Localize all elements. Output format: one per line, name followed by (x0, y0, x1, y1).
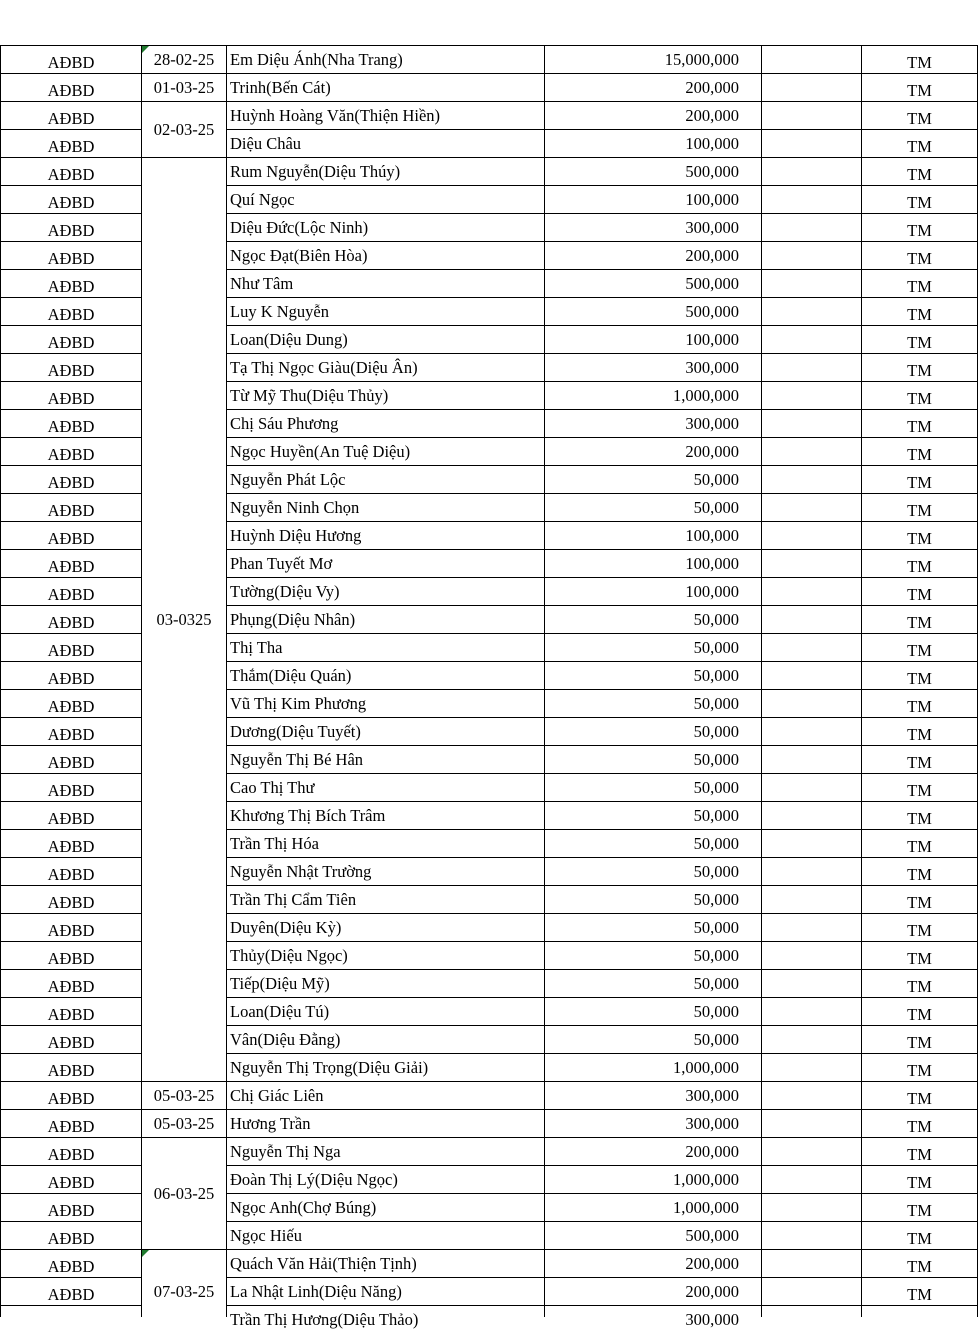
amount-cell[interactable]: 500,000 (545, 1222, 762, 1250)
note-cell[interactable] (762, 74, 862, 102)
amount-cell[interactable]: 1,000,000 (545, 1166, 762, 1194)
code-cell[interactable]: AĐBD (0, 298, 142, 326)
name-cell[interactable]: Trinh(Bến Cát) (227, 74, 545, 102)
code-cell[interactable] (0, 1306, 142, 1317)
table-row (0, 522, 978, 550)
table-row (0, 102, 978, 130)
method-cell[interactable]: TM (862, 634, 978, 662)
note-cell[interactable] (762, 886, 862, 914)
note-cell[interactable] (762, 1222, 862, 1250)
table-row (0, 606, 978, 634)
method-cell[interactable]: TM (862, 1250, 978, 1278)
name-cell[interactable]: Huỳnh Diệu Hương (227, 522, 545, 550)
code-cell[interactable]: AĐBD (0, 438, 142, 466)
amount-cell[interactable]: 50,000 (545, 606, 762, 634)
note-cell[interactable] (762, 354, 862, 382)
method-cell[interactable]: TM (862, 102, 978, 130)
note-cell[interactable] (762, 1054, 862, 1082)
code-cell[interactable]: AĐBD (0, 354, 142, 382)
method-cell[interactable]: TM (862, 690, 978, 718)
method-cell[interactable]: TM (862, 326, 978, 354)
table-row (0, 214, 978, 242)
name-cell[interactable]: Quí Ngọc (227, 186, 545, 214)
method-cell[interactable]: TM (862, 914, 978, 942)
amount-cell[interactable]: 300,000 (545, 410, 762, 438)
table-row (0, 1194, 978, 1222)
name-cell[interactable]: Phan Tuyết Mơ (227, 550, 545, 578)
name-cell[interactable]: Tạ Thị Ngọc Giàu(Diệu Ân) (227, 354, 545, 382)
table-row (0, 914, 978, 942)
note-cell[interactable] (762, 466, 862, 494)
table-row (0, 578, 978, 606)
amount-cell[interactable]: 100,000 (545, 326, 762, 354)
table-row (0, 130, 978, 158)
note-cell[interactable] (762, 214, 862, 242)
method-cell[interactable]: TM (862, 802, 978, 830)
code-cell[interactable]: AĐBD (0, 214, 142, 242)
method-cell[interactable]: TM (862, 410, 978, 438)
code-cell[interactable]: AĐBD (0, 1222, 142, 1250)
amount-cell[interactable]: 50,000 (545, 746, 762, 774)
method-cell[interactable]: TM (862, 382, 978, 410)
note-cell[interactable] (762, 998, 862, 1026)
name-cell[interactable]: Trần Thị Hương(Diệu Thảo) (227, 1306, 545, 1317)
amount-cell[interactable]: 100,000 (545, 550, 762, 578)
amount-cell[interactable]: 50,000 (545, 942, 762, 970)
code-cell[interactable]: AĐBD (0, 1026, 142, 1054)
code-cell[interactable]: AĐBD (0, 270, 142, 298)
method-cell[interactable]: TM (862, 1194, 978, 1222)
table-row (0, 550, 978, 578)
table-row (0, 858, 978, 886)
method-cell[interactable]: TM (862, 74, 978, 102)
note-cell[interactable] (762, 1110, 862, 1138)
table-row (0, 46, 978, 74)
note-cell[interactable] (762, 914, 862, 942)
table-row (0, 1222, 978, 1250)
amount-cell[interactable]: 50,000 (545, 998, 762, 1026)
amount-cell[interactable]: 300,000 (545, 1110, 762, 1138)
table-row (0, 1082, 978, 1110)
name-cell[interactable]: Nguyễn Thị Trọng(Diệu Giải) (227, 1054, 545, 1082)
code-cell[interactable]: AĐBD (0, 186, 142, 214)
date-cell[interactable]: 06-03-25 (142, 1138, 227, 1250)
name-cell[interactable]: Tiếp(Diệu Mỹ) (227, 970, 545, 998)
note-cell[interactable] (762, 102, 862, 130)
amount-cell[interactable]: 300,000 (545, 1082, 762, 1110)
note-cell[interactable] (762, 130, 862, 158)
method-cell[interactable]: TM (862, 830, 978, 858)
table-row (0, 1250, 978, 1278)
code-cell[interactable]: AĐBD (0, 1054, 142, 1082)
code-cell[interactable]: AĐBD (0, 102, 142, 130)
code-cell[interactable]: AĐBD (0, 774, 142, 802)
table-row (0, 1138, 978, 1166)
code-cell[interactable]: AĐBD (0, 914, 142, 942)
date-group (0, 1138, 978, 1250)
name-cell[interactable]: Em Diệu Ánh(Nha Trang) (227, 46, 545, 74)
code-cell[interactable]: AĐBD (0, 578, 142, 606)
name-cell[interactable]: Như Tâm (227, 270, 545, 298)
name-cell[interactable]: Vân(Diệu Đằng) (227, 1026, 545, 1054)
method-cell[interactable]: TM (862, 130, 978, 158)
table-row (0, 718, 978, 746)
note-cell[interactable] (762, 1082, 862, 1110)
name-cell[interactable]: Hương Trần (227, 1110, 545, 1138)
code-cell[interactable]: AĐBD (0, 46, 142, 74)
note-cell[interactable] (762, 1306, 862, 1317)
method-cell[interactable]: TM (862, 354, 978, 382)
name-cell[interactable]: Cao Thị Thư (227, 774, 545, 802)
table-row (0, 466, 978, 494)
table-row (0, 326, 978, 354)
amount-cell[interactable]: 1,000,000 (545, 382, 762, 410)
method-cell[interactable]: TM (862, 1278, 978, 1306)
table-row (0, 634, 978, 662)
code-cell[interactable]: AĐBD (0, 998, 142, 1026)
amount-cell[interactable]: 50,000 (545, 466, 762, 494)
name-cell[interactable]: Nguyễn Nhật Trường (227, 858, 545, 886)
note-cell[interactable] (762, 942, 862, 970)
method-cell[interactable]: TM (862, 942, 978, 970)
method-cell[interactable]: TM (862, 1082, 978, 1110)
method-cell[interactable]: TM (862, 718, 978, 746)
amount-cell[interactable]: 300,000 (545, 214, 762, 242)
date-group (0, 74, 978, 102)
name-cell[interactable]: Trần Thị Cẩm Tiên (227, 886, 545, 914)
note-cell[interactable] (762, 1026, 862, 1054)
code-cell[interactable]: AĐBD (0, 746, 142, 774)
method-cell[interactable]: TM (862, 186, 978, 214)
note-cell[interactable] (762, 242, 862, 270)
table-row (0, 690, 978, 718)
amount-cell[interactable]: 200,000 (545, 438, 762, 466)
name-cell[interactable]: Ngọc Hiếu (227, 1222, 545, 1250)
method-cell[interactable]: TM (862, 886, 978, 914)
note-cell[interactable] (762, 634, 862, 662)
table-row (0, 1054, 978, 1082)
table-row (0, 242, 978, 270)
date-cell[interactable]: 05-03-25 (142, 1082, 227, 1110)
code-cell[interactable]: AĐBD (0, 1138, 142, 1166)
code-cell[interactable]: AĐBD (0, 1278, 142, 1306)
name-cell[interactable]: Ngọc Anh(Chợ Búng) (227, 1194, 545, 1222)
method-cell[interactable]: TM (862, 214, 978, 242)
amount-cell[interactable]: 100,000 (545, 578, 762, 606)
code-cell[interactable]: AĐBD (0, 606, 142, 634)
method-cell[interactable]: TM (862, 466, 978, 494)
code-cell[interactable]: AĐBD (0, 718, 142, 746)
table-row (0, 1278, 978, 1306)
note-cell[interactable] (762, 326, 862, 354)
amount-cell[interactable]: 50,000 (545, 1026, 762, 1054)
code-cell[interactable]: AĐBD (0, 410, 142, 438)
name-cell[interactable]: Đoàn Thị Lý(Diệu Ngọc) (227, 1166, 545, 1194)
amount-cell[interactable]: 500,000 (545, 270, 762, 298)
name-cell[interactable]: Nguyễn Thị Bé Hân (227, 746, 545, 774)
name-cell[interactable]: Chị Giác Liên (227, 1082, 545, 1110)
note-cell[interactable] (762, 186, 862, 214)
date-cell[interactable]: 01-03-25 (142, 74, 227, 102)
name-cell[interactable]: Nguyễn Ninh Chọn (227, 494, 545, 522)
note-cell[interactable] (762, 774, 862, 802)
note-cell[interactable] (762, 46, 862, 74)
name-cell[interactable]: Loan(Diệu Dung) (227, 326, 545, 354)
date-group (0, 158, 978, 1082)
name-cell[interactable]: Trần Thị Hóa (227, 830, 545, 858)
code-cell[interactable]: AĐBD (0, 326, 142, 354)
name-cell[interactable]: La Nhật Linh(Diệu Năng) (227, 1278, 545, 1306)
note-cell[interactable] (762, 550, 862, 578)
note-cell[interactable] (762, 298, 862, 326)
name-cell[interactable]: Khương Thị Bích Trâm (227, 802, 545, 830)
name-cell[interactable]: Nguyễn Thị Nga (227, 1138, 545, 1166)
name-cell[interactable]: Huỳnh Hoàng Văn(Thiện Hiền) (227, 102, 545, 130)
method-cell[interactable]: TM (862, 1166, 978, 1194)
code-cell[interactable]: AĐBD (0, 130, 142, 158)
note-cell[interactable] (762, 830, 862, 858)
table-row (0, 886, 978, 914)
method-cell[interactable]: TM (862, 606, 978, 634)
table-row (0, 830, 978, 858)
date-cell[interactable]: 02-03-25 (142, 102, 227, 158)
date-group (0, 1082, 978, 1110)
amount-cell[interactable]: 50,000 (545, 830, 762, 858)
table-row (0, 438, 978, 466)
date-group (0, 102, 978, 158)
name-cell[interactable]: Từ Mỹ Thu(Diệu Thủy) (227, 382, 545, 410)
note-cell[interactable] (762, 270, 862, 298)
method-cell[interactable]: TM (862, 1110, 978, 1138)
note-cell[interactable] (762, 606, 862, 634)
amount-cell[interactable]: 200,000 (545, 1278, 762, 1306)
code-cell[interactable]: AĐBD (0, 802, 142, 830)
code-cell[interactable]: AĐBD (0, 830, 142, 858)
method-cell[interactable]: TM (862, 746, 978, 774)
amount-cell[interactable]: 50,000 (545, 774, 762, 802)
date-cell[interactable]: 05-03-25 (142, 1110, 227, 1138)
amount-cell[interactable]: 200,000 (545, 102, 762, 130)
name-cell[interactable]: Diệu Đức(Lộc Ninh) (227, 214, 545, 242)
note-cell[interactable] (762, 746, 862, 774)
name-cell[interactable]: Diệu Châu (227, 130, 545, 158)
note-cell[interactable] (762, 1194, 862, 1222)
method-cell[interactable]: TM (862, 578, 978, 606)
amount-cell[interactable]: 1,000,000 (545, 1194, 762, 1222)
amount-cell[interactable]: 15,000,000 (545, 46, 762, 74)
amount-cell[interactable]: 50,000 (545, 802, 762, 830)
date-cell[interactable]: 28-02-25 (142, 46, 227, 74)
note-cell[interactable] (762, 690, 862, 718)
method-cell[interactable]: TM (862, 662, 978, 690)
amount-cell[interactable]: 200,000 (545, 1250, 762, 1278)
table-row (0, 746, 978, 774)
note-cell[interactable] (762, 410, 862, 438)
code-cell[interactable]: AĐBD (0, 1166, 142, 1194)
code-cell[interactable]: AĐBD (0, 158, 142, 186)
amount-cell[interactable]: 50,000 (545, 858, 762, 886)
code-cell[interactable]: AĐBD (0, 522, 142, 550)
code-cell[interactable]: AĐBD (0, 1194, 142, 1222)
amount-cell[interactable]: 200,000 (545, 1138, 762, 1166)
name-cell[interactable]: Vũ Thị Kim Phương (227, 690, 545, 718)
method-cell[interactable] (862, 1306, 978, 1317)
method-cell[interactable]: TM (862, 298, 978, 326)
amount-cell[interactable]: 300,000 (545, 1306, 762, 1317)
note-cell[interactable] (762, 802, 862, 830)
amount-cell[interactable]: 50,000 (545, 886, 762, 914)
amount-cell[interactable]: 50,000 (545, 634, 762, 662)
date-cell[interactable]: 03-0325 (142, 158, 227, 1082)
method-cell[interactable]: TM (862, 494, 978, 522)
note-cell[interactable] (762, 1138, 862, 1166)
amount-cell[interactable]: 100,000 (545, 186, 762, 214)
table-row (0, 74, 978, 102)
name-cell[interactable]: Thị Tha (227, 634, 545, 662)
name-cell[interactable]: Loan(Diệu Tú) (227, 998, 545, 1026)
method-cell[interactable]: TM (862, 1138, 978, 1166)
code-cell[interactable]: AĐBD (0, 662, 142, 690)
code-cell[interactable]: AĐBD (0, 242, 142, 270)
code-cell[interactable]: AĐBD (0, 858, 142, 886)
method-cell[interactable]: TM (862, 158, 978, 186)
table-row (0, 382, 978, 410)
table-row (0, 1110, 978, 1138)
table-row (0, 942, 978, 970)
note-cell[interactable] (762, 1250, 862, 1278)
name-cell[interactable]: Dương(Diệu Tuyết) (227, 718, 545, 746)
name-cell[interactable]: Nguyễn Phát Lộc (227, 466, 545, 494)
method-cell[interactable]: TM (862, 550, 978, 578)
note-cell[interactable] (762, 970, 862, 998)
amount-cell[interactable]: 50,000 (545, 718, 762, 746)
table-row (0, 1166, 978, 1194)
table-row (0, 1306, 978, 1329)
method-cell[interactable]: TM (862, 46, 978, 74)
amount-cell[interactable]: 50,000 (545, 914, 762, 942)
name-cell[interactable]: Phụng(Diệu Nhân) (227, 606, 545, 634)
table-row (0, 158, 978, 186)
code-cell[interactable]: AĐBD (0, 466, 142, 494)
name-cell[interactable]: Thắm(Diệu Quán) (227, 662, 545, 690)
table-row (0, 998, 978, 1026)
name-cell[interactable]: Ngọc Huyền(An Tuệ Diệu) (227, 438, 545, 466)
amount-cell[interactable]: 50,000 (545, 970, 762, 998)
note-cell[interactable] (762, 718, 862, 746)
amount-cell[interactable]: 50,000 (545, 494, 762, 522)
table-row (0, 970, 978, 998)
code-cell[interactable]: AĐBD (0, 74, 142, 102)
code-cell[interactable]: AĐBD (0, 1082, 142, 1110)
code-cell[interactable]: AĐBD (0, 1250, 142, 1278)
code-cell[interactable]: AĐBD (0, 970, 142, 998)
note-cell[interactable] (762, 522, 862, 550)
table-row (0, 494, 978, 522)
name-cell[interactable]: Thủy(Diệu Ngọc) (227, 942, 545, 970)
code-cell[interactable]: AĐBD (0, 634, 142, 662)
code-cell[interactable]: AĐBD (0, 1110, 142, 1138)
method-cell[interactable]: TM (862, 270, 978, 298)
note-cell[interactable] (762, 158, 862, 186)
amount-cell[interactable]: 500,000 (545, 158, 762, 186)
code-cell[interactable]: AĐBD (0, 494, 142, 522)
date-group (0, 46, 978, 74)
table-row (0, 802, 978, 830)
name-cell[interactable]: Luy K Nguyễn (227, 298, 545, 326)
name-cell[interactable]: Ngọc Đạt(Biên Hòa) (227, 242, 545, 270)
name-cell[interactable]: Rum Nguyễn(Diệu Thúy) (227, 158, 545, 186)
method-cell[interactable]: TM (862, 242, 978, 270)
table-row (0, 662, 978, 690)
code-cell[interactable]: AĐBD (0, 550, 142, 578)
name-cell[interactable]: Quách Văn Hải(Thiện Tịnh) (227, 1250, 545, 1278)
table-row (0, 354, 978, 382)
name-cell[interactable]: Duyên(Diệu Kỳ) (227, 914, 545, 942)
table-row (0, 186, 978, 214)
method-cell[interactable]: TM (862, 998, 978, 1026)
date-cell[interactable]: 07-03-25 (142, 1250, 227, 1317)
table-row (0, 270, 978, 298)
code-cell[interactable]: AĐBD (0, 942, 142, 970)
amount-cell[interactable]: 200,000 (545, 74, 762, 102)
table-row (0, 410, 978, 438)
amount-cell[interactable]: 200,000 (545, 242, 762, 270)
note-cell[interactable] (762, 1278, 862, 1306)
method-cell[interactable]: TM (862, 438, 978, 466)
table-row (0, 774, 978, 802)
code-cell[interactable]: AĐBD (0, 382, 142, 410)
note-cell[interactable] (762, 382, 862, 410)
amount-cell[interactable]: 100,000 (545, 130, 762, 158)
name-cell[interactable]: Tường(Diệu Vy) (227, 578, 545, 606)
name-cell[interactable]: Chị Sáu Phương (227, 410, 545, 438)
amount-cell[interactable]: 50,000 (545, 690, 762, 718)
note-cell[interactable] (762, 494, 862, 522)
method-cell[interactable]: TM (862, 858, 978, 886)
method-cell[interactable]: TM (862, 522, 978, 550)
note-cell[interactable] (762, 858, 862, 886)
method-cell[interactable]: TM (862, 1054, 978, 1082)
amount-cell[interactable]: 100,000 (545, 522, 762, 550)
date-group (0, 1110, 978, 1138)
note-cell[interactable] (762, 578, 862, 606)
method-cell[interactable]: TM (862, 1222, 978, 1250)
note-cell[interactable] (762, 1166, 862, 1194)
date-group (0, 1250, 978, 1329)
table-row (0, 298, 978, 326)
amount-cell[interactable]: 300,000 (545, 354, 762, 382)
note-cell[interactable] (762, 438, 862, 466)
note-cell[interactable] (762, 662, 862, 690)
amount-cell[interactable]: 50,000 (545, 662, 762, 690)
method-cell[interactable]: TM (862, 1026, 978, 1054)
code-cell[interactable]: AĐBD (0, 886, 142, 914)
method-cell[interactable]: TM (862, 970, 978, 998)
method-cell[interactable]: TM (862, 774, 978, 802)
table-row (0, 1026, 978, 1054)
code-cell[interactable]: AĐBD (0, 690, 142, 718)
amount-cell[interactable]: 1,000,000 (545, 1054, 762, 1082)
amount-cell[interactable]: 500,000 (545, 298, 762, 326)
